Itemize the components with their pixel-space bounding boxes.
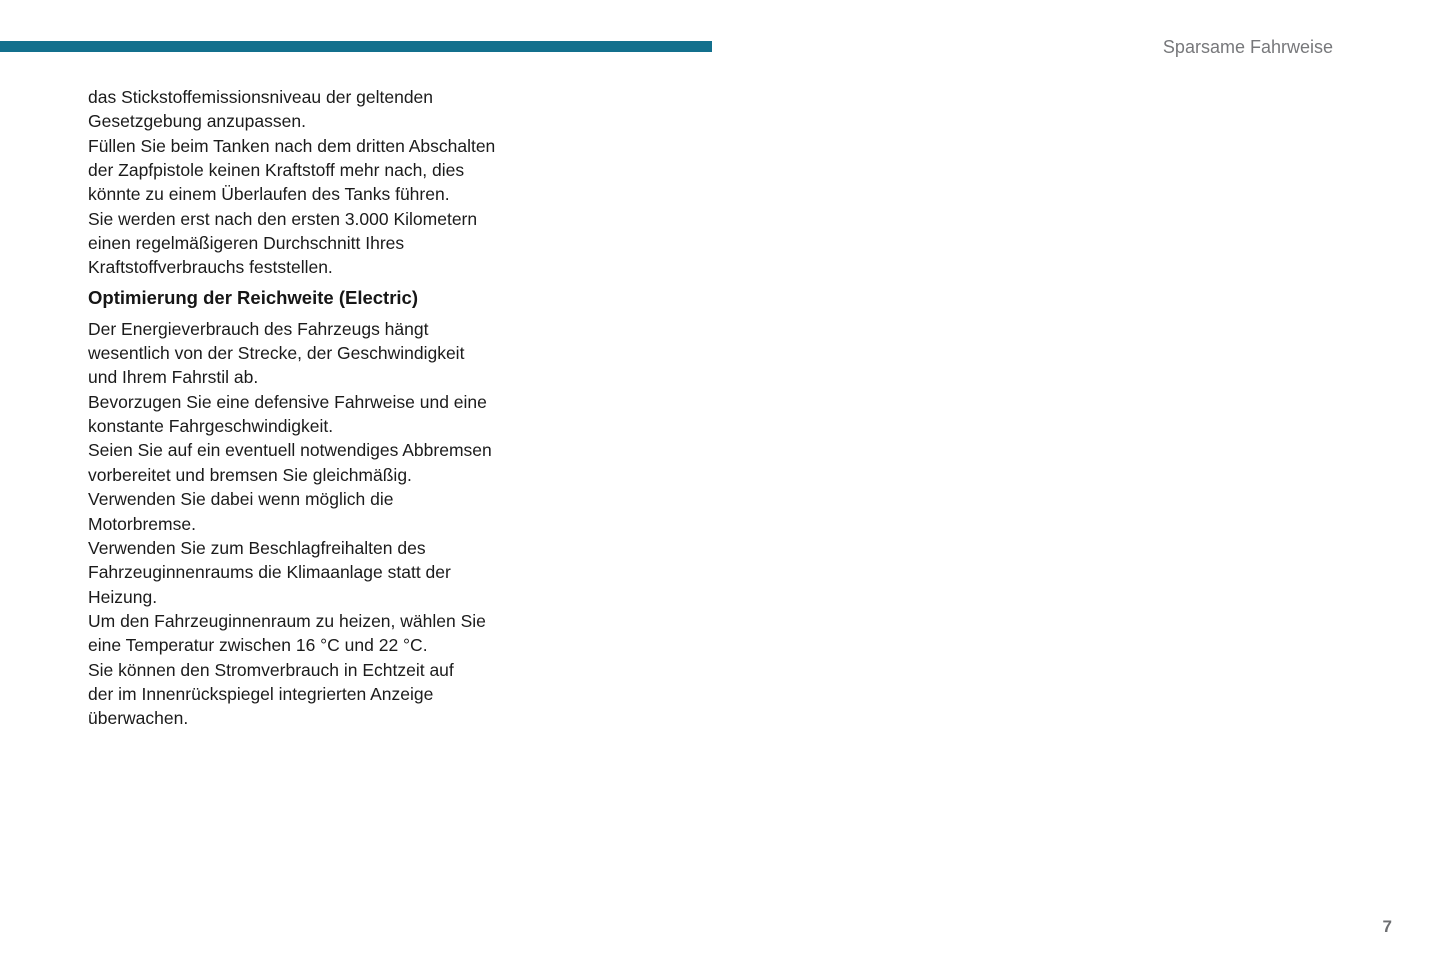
text-line: wesentlich von der Strecke, der Geschwindigkeit xyxy=(88,343,465,364)
text-line: Verwenden Sie dabei wenn möglich die xyxy=(88,489,394,510)
text-line: und Ihrem Fahrstil ab. xyxy=(88,367,259,388)
text-line: der Zapfpistole keinen Kraftstoff mehr nach, dies xyxy=(88,160,465,181)
text-line: überwachen. xyxy=(88,708,189,729)
text-line: Fahrzeuginnenraums die Klimaanlage statt der xyxy=(88,562,451,583)
text-line: Motorbremse. xyxy=(88,513,196,534)
text-line: einen regelmäßigeren Durchschnitt Ihres xyxy=(88,233,405,254)
paragraph xyxy=(88,85,508,134)
paragraph xyxy=(88,390,508,439)
text-line: Kraftstoffverbrauchs feststellen. xyxy=(88,257,333,278)
text-line: Verwenden Sie zum Beschlagfreihalten des xyxy=(88,537,426,558)
page-text-column xyxy=(88,85,508,731)
text-line: Um den Fahrzeuginnenraum zu heizen, wählen Sie xyxy=(88,610,486,631)
section-heading xyxy=(88,285,508,310)
text-line: Seien Sie auf ein eventuell notwendiges Abbremsen xyxy=(88,440,492,461)
paragraph xyxy=(88,536,508,609)
running-header-section-title: Sparsame Fahrweise xyxy=(1162,37,1333,57)
text-line: Der Energieverbrauch des Fahrzeugs hängt xyxy=(88,318,429,339)
text-line: Gesetzgebung anzupassen. xyxy=(88,111,306,132)
paragraph xyxy=(88,134,508,207)
text-line: Bevorzugen Sie eine defensive Fahrweise und eine xyxy=(88,391,487,412)
paragraph xyxy=(88,317,508,390)
paragraph xyxy=(88,438,508,535)
text-line: vorbereitet und bremsen Sie gleichmäßig. xyxy=(88,464,412,485)
text-line: eine Temperatur zwischen 16 °C und 22 °C. xyxy=(88,635,428,656)
text-line: Optimierung der Reichweite (Electric) xyxy=(88,286,418,308)
text-line: das Stickstoffemissionsniveau der geltenden xyxy=(88,87,434,107)
paragraph xyxy=(88,609,508,658)
paragraph xyxy=(88,658,508,731)
text-line: der im Innenrückspiegel integrierten Anzeige xyxy=(88,683,434,704)
text-line: könnte zu einem Überlaufen des Tanks führen. xyxy=(88,184,450,205)
text-line: Füllen Sie beim Tanken nach dem dritten Abschalten xyxy=(88,135,496,156)
page-number: 7 xyxy=(1382,917,1392,936)
text-line: konstante Fahrgeschwindigkeit. xyxy=(88,416,334,437)
section-accent-bar xyxy=(0,41,712,52)
text-line: Sie können den Stromverbrauch in Echtzeit auf xyxy=(88,659,454,680)
paragraph xyxy=(88,207,508,280)
text-line: Heizung. xyxy=(88,586,158,607)
text-line: Sie werden erst nach den ersten 3.000 Kilometern xyxy=(88,208,478,229)
